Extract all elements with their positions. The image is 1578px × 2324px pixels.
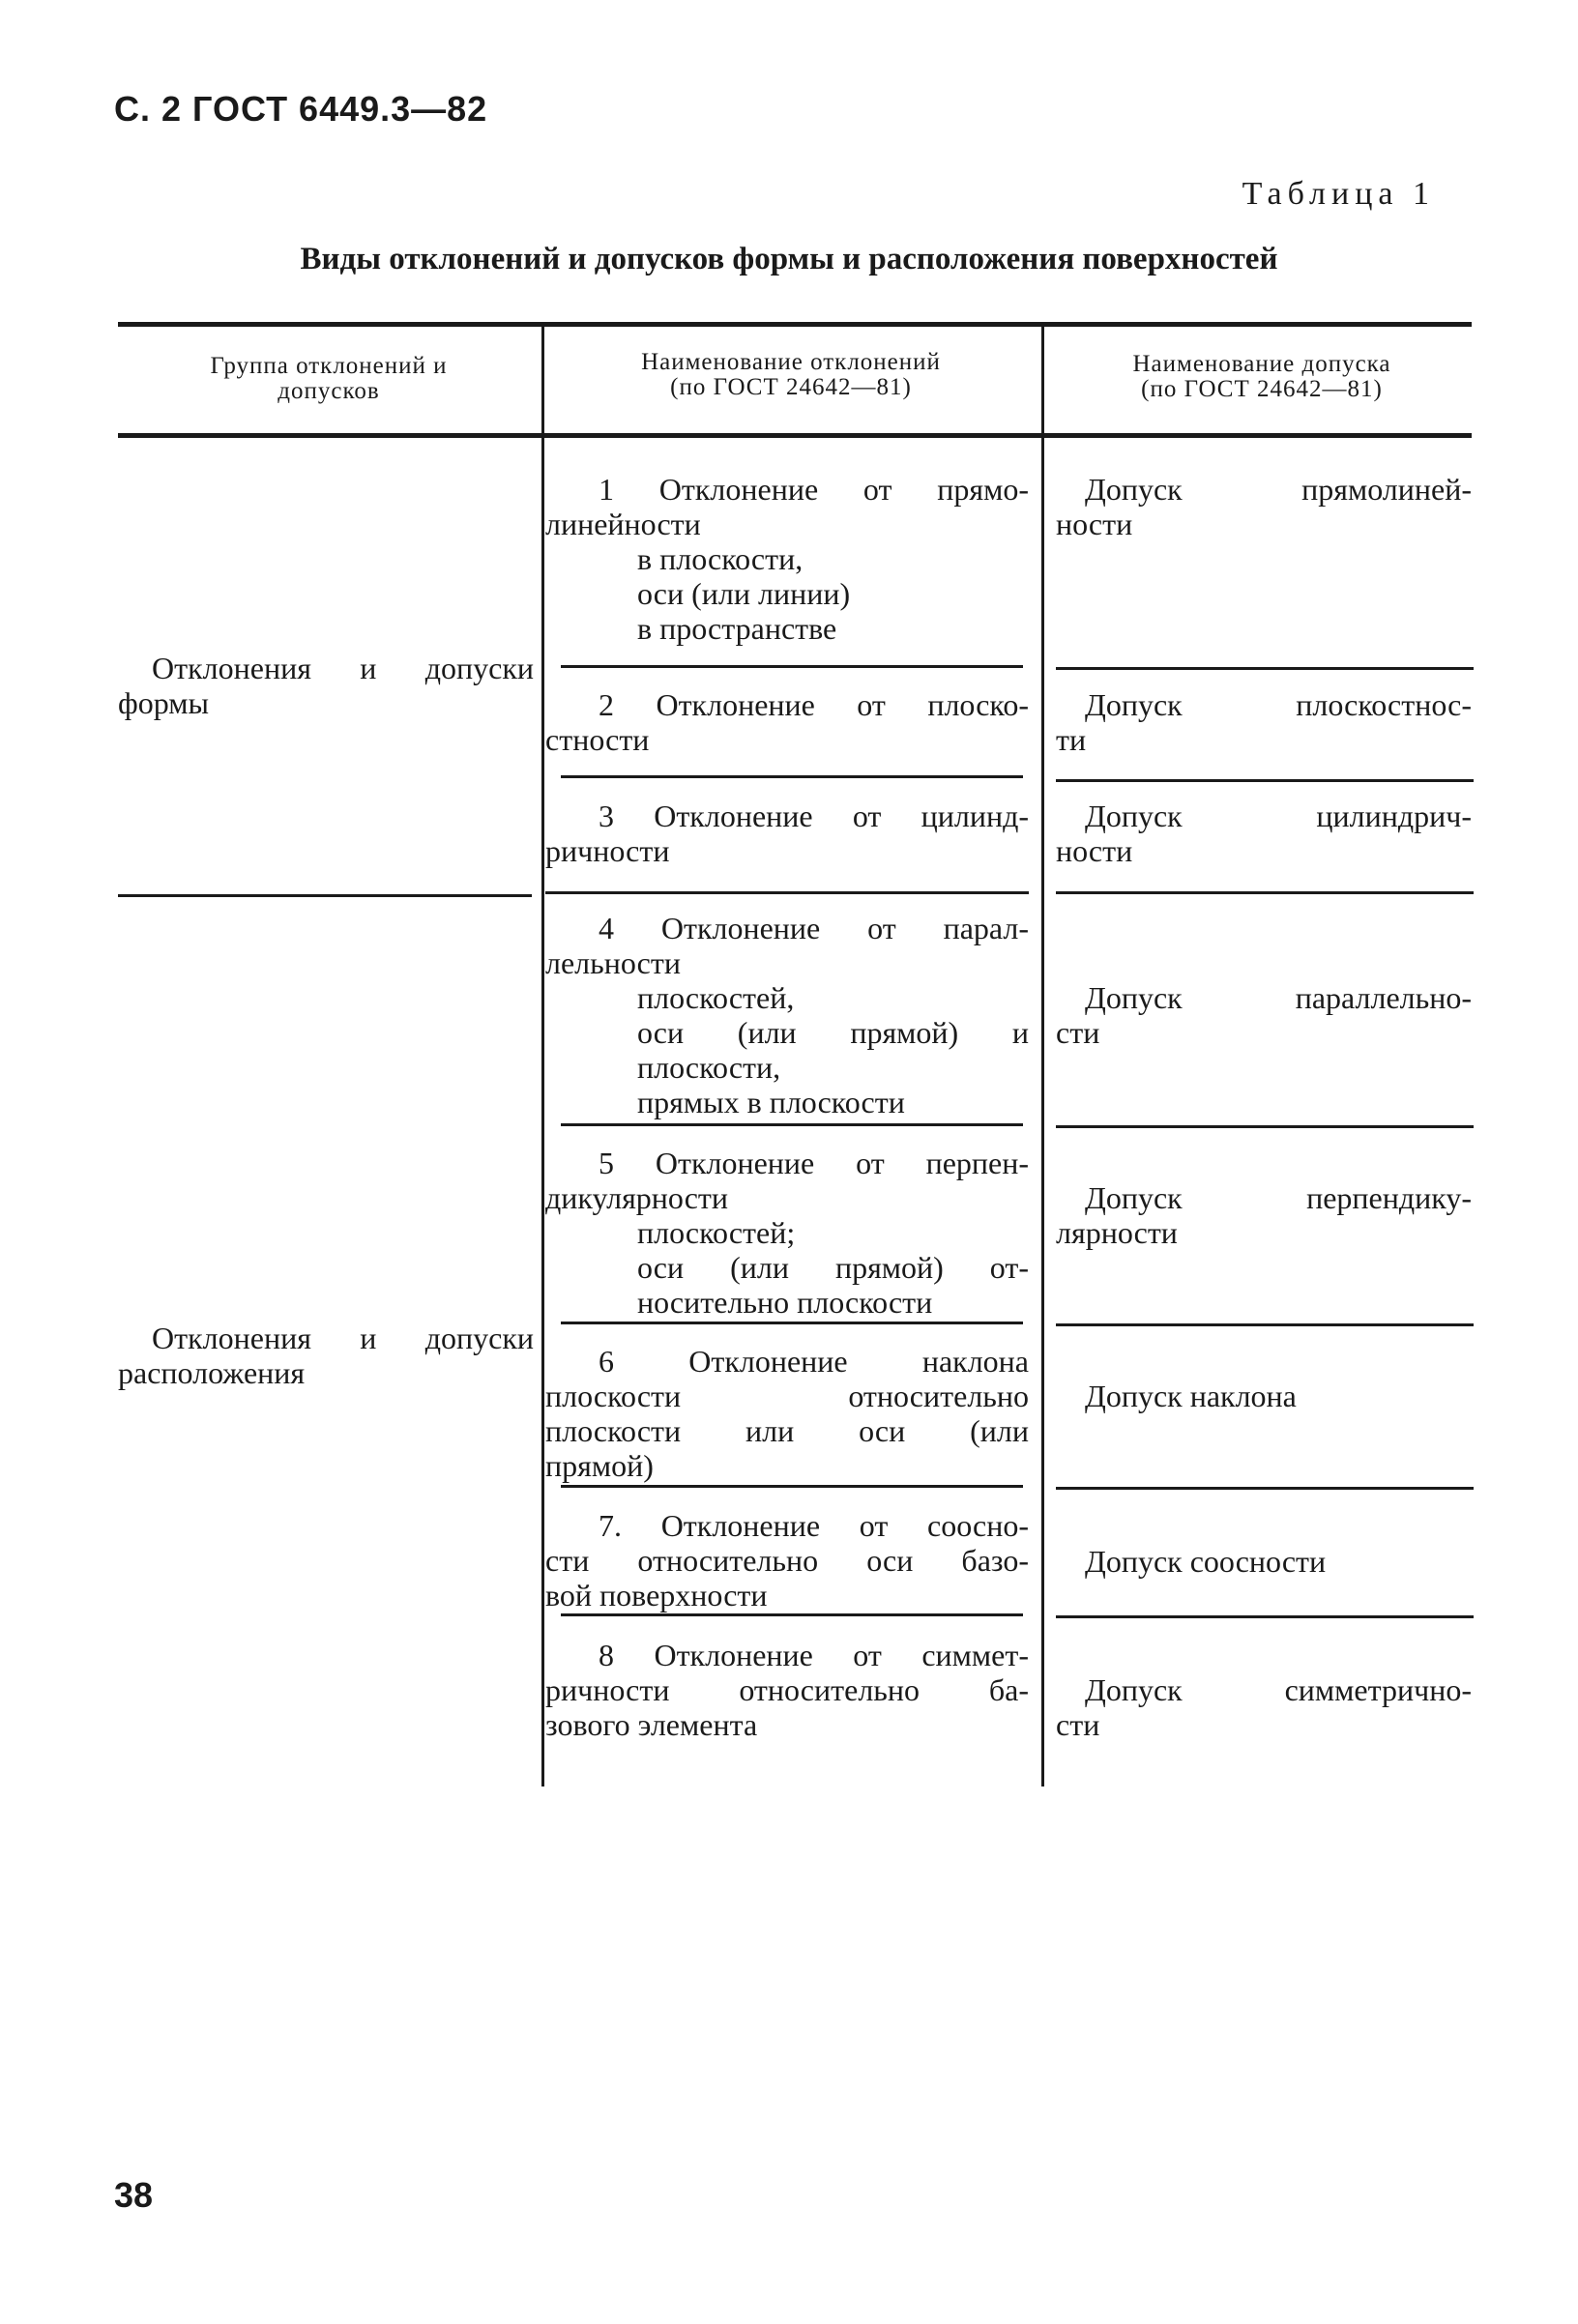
deviation-cell-7: [545, 1508, 1029, 1612]
deviation-cell-2: [545, 687, 1029, 757]
group-location-line: расположения: [118, 1355, 306, 1390]
header-deviation-line: Наименование отклонений: [641, 349, 941, 375]
deviation-text: оси (или линии): [637, 576, 851, 611]
row-rule: [1056, 891, 1474, 894]
deviation-cell-4: [545, 911, 1029, 1119]
deviation-text: плоскости относительно: [545, 1379, 1029, 1413]
header-bottom-rule: [118, 433, 1472, 438]
deviation-cell-8: [545, 1638, 1029, 1742]
row-rule: [561, 1613, 1023, 1616]
row-rule: [545, 891, 1029, 894]
deviation-text: оси (или прямой) и: [637, 1015, 1029, 1050]
deviation-text: в плоскости,: [637, 541, 804, 576]
header-deviation: [549, 350, 1033, 400]
deviation-text: стности: [545, 722, 650, 757]
column-divider-2: [1041, 327, 1044, 1787]
tolerance-text: Допуск плоскостнос-: [1085, 687, 1472, 722]
deviation-text: 8 Отклонение от симмет-: [599, 1638, 1029, 1672]
deviation-text: 1 Отклонение от прямо-: [599, 472, 1029, 507]
deviation-text: в пространстве: [637, 611, 837, 646]
row-rule: [561, 1123, 1023, 1126]
row-rule: [1056, 1487, 1474, 1490]
row-rule: [1056, 1125, 1474, 1128]
deviation-text: ричности: [545, 833, 670, 868]
tolerance-text: Допуск перпендику-: [1085, 1180, 1472, 1215]
deviation-text: линейности: [545, 507, 701, 541]
deviation-cell-6: [545, 1344, 1029, 1483]
deviation-cell-1: [545, 472, 1029, 646]
group-divider: [118, 894, 532, 897]
deviation-text: зового элемента: [545, 1707, 758, 1742]
deviation-text: лельности: [545, 945, 681, 980]
tolerance-text: Допуск цилиндрич-: [1085, 799, 1472, 833]
deviation-text: 4 Отклонение от парал-: [599, 911, 1029, 945]
tolerance-cell-3: [1056, 799, 1472, 868]
deviation-text: прямых в плоскости: [637, 1085, 905, 1119]
tolerance-text: Допуск прямолиней-: [1085, 472, 1472, 507]
table-top-rule: [118, 322, 1472, 327]
deviation-text: 2 Отклонение от плоско-: [599, 687, 1029, 722]
deviation-text: носительно плоскости: [637, 1285, 933, 1320]
tolerance-cell-1: [1056, 472, 1472, 541]
tolerance-text: лярности: [1056, 1215, 1178, 1250]
group-location-line: Отклонения и допуски: [152, 1321, 534, 1355]
header-tolerance-line: Наименование допуска: [1132, 351, 1391, 377]
row-rule: [1056, 1323, 1474, 1326]
group-form: [118, 651, 534, 720]
tolerance-text: Допуск наклона: [1085, 1379, 1297, 1413]
group-location: [118, 1321, 534, 1390]
row-rule: [1056, 667, 1474, 670]
deviation-cell-3: [545, 799, 1029, 868]
row-rule: [561, 665, 1023, 668]
deviation-text: плоскостей,: [637, 980, 795, 1015]
tolerance-cell-6: [1056, 1379, 1472, 1413]
row-rule: [561, 775, 1023, 778]
group-form-line: Отклонения и допуски: [152, 651, 534, 685]
deviation-text: плоскостей;: [637, 1215, 796, 1250]
tolerance-text: ти: [1056, 722, 1087, 757]
tolerance-cell-5: [1056, 1180, 1472, 1250]
header-group-line: Группа отклонений и: [210, 353, 448, 379]
tolerance-text: сти: [1056, 1707, 1100, 1742]
row-rule: [561, 1485, 1023, 1488]
header-tolerance: [1049, 352, 1475, 402]
header-tolerance-line: (по ГОСТ 24642—81): [1141, 376, 1383, 402]
header-group-line: допусков: [278, 378, 380, 404]
row-rule: [1056, 779, 1474, 782]
tolerance-cell-2: [1056, 687, 1472, 757]
tolerance-text: Допуск параллельно-: [1085, 980, 1472, 1015]
column-divider-1: [541, 327, 544, 1787]
deviation-text: прямой): [545, 1448, 654, 1483]
deviation-text: плоскости,: [637, 1050, 781, 1085]
tolerance-cell-7: [1056, 1544, 1472, 1579]
deviation-text: 7. Отклонение от соосно-: [599, 1508, 1029, 1543]
group-form-line: формы: [118, 685, 209, 720]
table-number: Таблица 1: [1242, 176, 1435, 212]
deviation-cell-5: [545, 1146, 1029, 1320]
tolerance-cell-8: [1056, 1672, 1472, 1742]
tolerance-cell-4: [1056, 980, 1472, 1050]
table-title: Виды отклонений и допусков формы и расположения поверхностей: [300, 242, 1278, 276]
header-deviation-line: (по ГОСТ 24642—81): [670, 374, 912, 400]
tolerance-text: сти: [1056, 1015, 1100, 1050]
row-rule: [1056, 1615, 1474, 1618]
deviation-text: оси (или прямой) от-: [637, 1250, 1029, 1285]
deviation-text: 5 Отклонение от перпен-: [599, 1146, 1029, 1180]
page-header: С. 2 ГОСТ 6449.3—82: [114, 89, 488, 129]
tolerance-text: ности: [1056, 507, 1133, 541]
deviation-text: дикулярности: [545, 1180, 729, 1215]
deviation-text: плоскости или оси (или: [545, 1413, 1029, 1448]
row-rule: [561, 1322, 1023, 1324]
tolerance-text: Допуск симметрично-: [1085, 1672, 1472, 1707]
deviation-text: вой поверхности: [545, 1578, 768, 1612]
deviation-text: 3 Отклонение от цилинд-: [599, 799, 1029, 833]
page-number: 38: [114, 2175, 154, 2215]
deviation-text: 6 Отклонение наклона: [599, 1344, 1029, 1379]
header-group: [126, 354, 532, 404]
tolerance-text: Допуск соосности: [1085, 1544, 1327, 1579]
deviation-text: сти относительно оси базо-: [545, 1543, 1029, 1578]
tolerance-text: ности: [1056, 833, 1133, 868]
deviation-text: ричности относительно ба-: [545, 1672, 1029, 1707]
